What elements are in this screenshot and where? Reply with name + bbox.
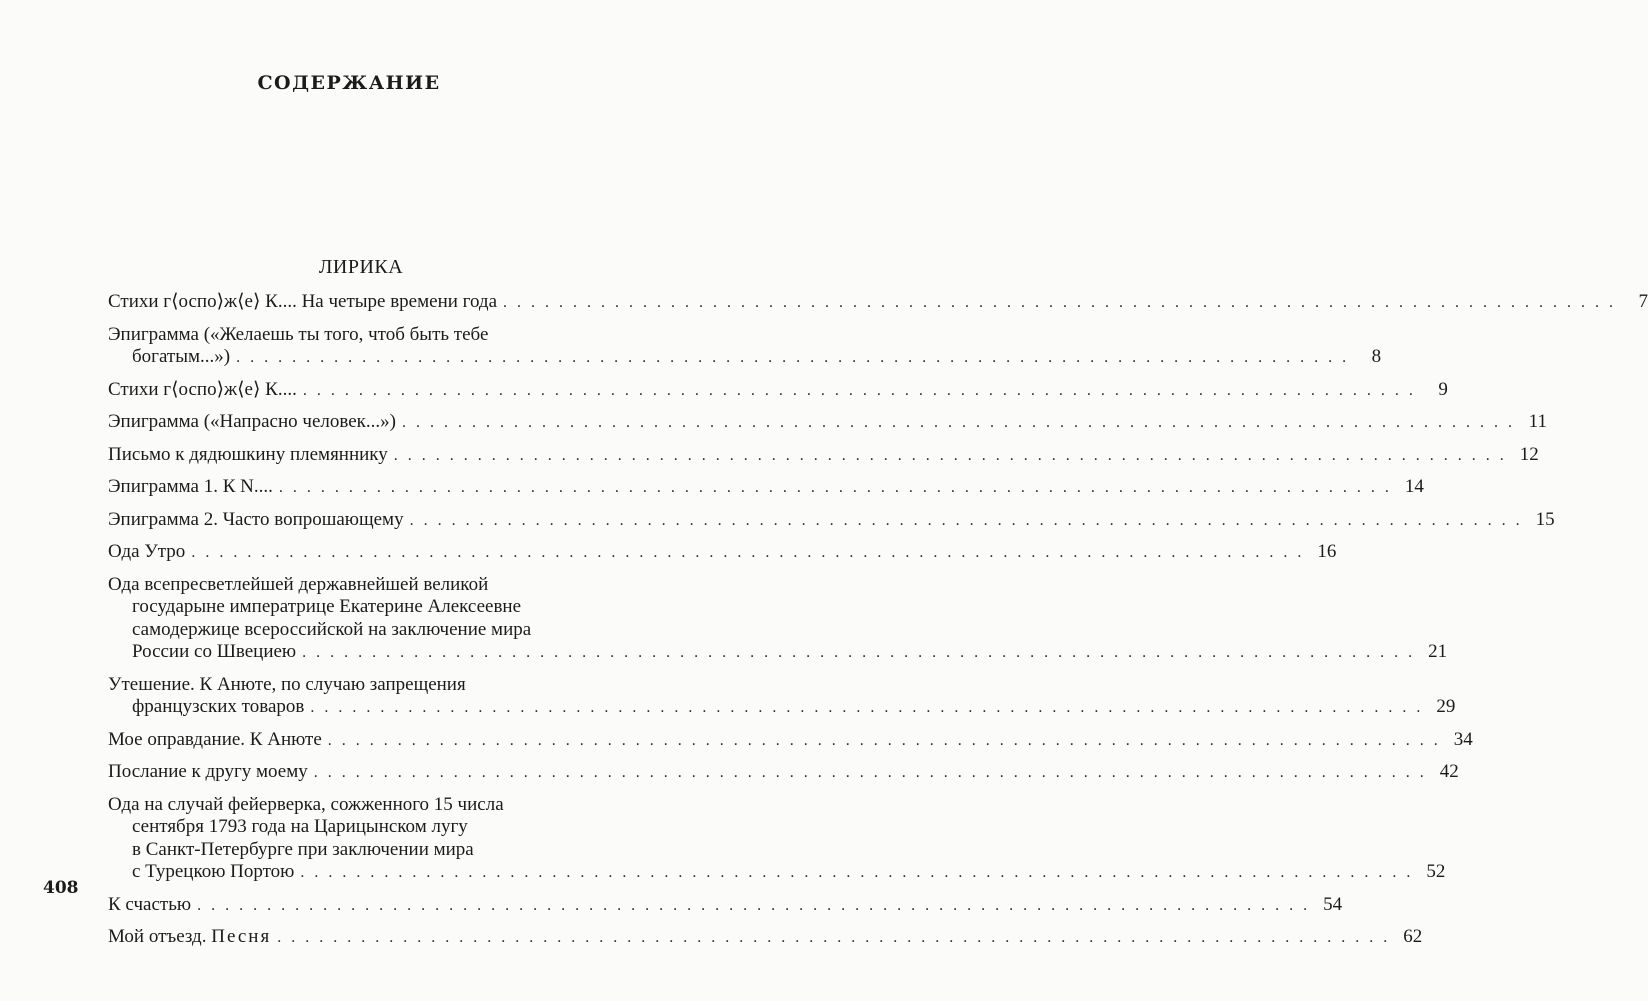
table-of-contents bbox=[108, 291, 1648, 959]
toc-entry-line bbox=[108, 861, 1446, 885]
dot-leader: . . . . . . . . . . . . . . . . . . . . . . . . . . . . . . . . . . . . . . . . . . . . . . . . . . . . . . . . . . . . . . . . . . . . . . . . . . . . . . . . bbox=[277, 929, 1391, 946]
toc-entry-line bbox=[108, 794, 613, 817]
toc-page-number: 52 bbox=[1426, 861, 1446, 882]
toc-entry-line bbox=[108, 926, 1423, 950]
dot-leader: . . . . . . . . . . . . . . . . . . . . . . . . . . . . . . . . . . . . . . . . . . . . . . . . . . . . . . . . . . . . . . . . . . . . . . . . . . . . . . . . bbox=[401, 414, 1515, 431]
toc-entry-title: Ода на случай фейерверка, сожженного 15 числа bbox=[108, 793, 504, 815]
dot-leader: . . . . . . . . . . . . . . . . . . . . . . . . . . . . . . . . . . . . . . . . . . . . . . . . . . . . . . . . . . . . . . . . . . . . . . . . . . . . . . . . bbox=[302, 381, 1416, 399]
toc-entry-line bbox=[108, 291, 1648, 315]
dot-leader: . . . . . . . . . . . . . . . . . . . . . . . . . . . . . . . . . . . . . . . . . . . . . . . . . . . . . . . . . . . . . . . . . . . . . . . . . . . . . . . . bbox=[409, 511, 1523, 529]
toc-entry-line bbox=[108, 596, 613, 619]
toc-entry-title: Эпиграмма 2. Часто вопрошающему bbox=[108, 508, 404, 530]
toc-entry-line bbox=[108, 508, 1555, 533]
toc-entry-title: Мое оправдание. К Анюте bbox=[108, 728, 322, 750]
dot-leader: . . . . . . . . . . . . . . . . . . . . . . . . . . . . . . . . . . . . . . . . . . . . . . . . . . . . . . . . . . . . . . . . . . . . . . . . . . . . . . . . bbox=[278, 479, 1392, 496]
toc-entry-line bbox=[108, 641, 1448, 665]
toc-entry-line bbox=[108, 411, 1547, 435]
toc-entry-title: с Турецкою Портою bbox=[132, 861, 295, 882]
dot-leader: . . . . . . . . . . . . . . . . . . . . . . . . . . . . . . . . . . . . . . . . . . . . . . . . . . . . . . . . . . . . . . . . . . . . . . . . . . . . . . . . bbox=[300, 864, 1414, 881]
toc-entry-line bbox=[108, 619, 613, 642]
dot-leader: . . . . . . . . . . . . . . . . . . . . . . . . . . . . . . . . . . . . . . . . . . . . . . . . . . . . . . . . . . . . . . . . . . . . . . . . . . . . . . . . bbox=[327, 731, 1441, 749]
toc-entry-title: сентября 1793 года на Царицынском лугу bbox=[132, 816, 468, 837]
toc-entry bbox=[108, 411, 1547, 435]
toc-entry-title: Утешение. К Анюте, по случаю запрещения bbox=[108, 673, 466, 695]
toc-entry-title: самодержице всероссийской на заключение мира bbox=[132, 618, 532, 640]
toc-page-number: 16 bbox=[1317, 541, 1337, 562]
toc-entry-line bbox=[108, 839, 613, 862]
toc-entry bbox=[108, 443, 1539, 468]
toc-entry bbox=[108, 728, 1473, 753]
toc-page-number: 7 bbox=[1638, 291, 1648, 312]
toc-entry-line bbox=[108, 378, 1448, 403]
toc-entry bbox=[108, 323, 1382, 370]
toc-entry-title: Стихи г⟨оспо⟩ж⟨е⟩ К.... bbox=[108, 378, 297, 400]
toc-entry-title: Письмо к дядюшкину племяннику bbox=[108, 443, 388, 465]
toc-page-number: 14 bbox=[1404, 476, 1424, 497]
toc-page-number: 34 bbox=[1453, 728, 1473, 750]
toc-entry-line bbox=[108, 761, 1459, 785]
toc-entry-title: Послание к другу моему bbox=[108, 761, 308, 782]
toc-entry bbox=[108, 893, 1343, 918]
toc-entry-line bbox=[108, 728, 1473, 753]
toc-entry bbox=[108, 673, 1456, 720]
toc-entry-line bbox=[108, 541, 1337, 565]
toc-page-number: 21 bbox=[1428, 641, 1448, 662]
toc-page-number: 62 bbox=[1403, 926, 1423, 947]
toc-entry-title: Ода Утро bbox=[108, 541, 186, 562]
section-heading: ЛИРИКА bbox=[318, 256, 404, 278]
toc-entry-title: Ода всепресветлейшей державнейшей великой bbox=[108, 573, 489, 595]
toc-entry-title: России со Швециею bbox=[132, 641, 297, 662]
toc-page-number: 29 bbox=[1436, 696, 1456, 717]
toc-entry-line bbox=[108, 443, 1539, 468]
toc-page-number: 9 bbox=[1438, 378, 1448, 400]
dot-leader: . . . . . . . . . . . . . . . . . . . . . . . . . . . . . . . . . . . . . . . . . . . . . . . . . . . . . . . . . . . . . . . . . . . . . . . . . . . . . . . . bbox=[302, 644, 1416, 661]
toc-entry-title: К счастью bbox=[108, 893, 192, 915]
dot-leader: . . . . . . . . . . . . . . . . . . . . . . . . . . . . . . . . . . . . . . . . . . . . . . . . . . . . . . . . . . . . . . . . . . . . . . . . . . . . . . . . bbox=[313, 764, 1427, 781]
toc-entry bbox=[108, 508, 1555, 533]
toc-page-number: 54 bbox=[1323, 893, 1343, 915]
dot-leader: . . . . . . . . . . . . . . . . . . . . . . . . . . . . . . . . . . . . . . . . . . . . . . . . . . . . . . . . . . . . . . . . . . . . . . . . . . . . . . . . bbox=[503, 294, 1617, 311]
dot-leader: . . . . . . . . . . . . . . . . . . . . . . . . . . . . . . . . . . . . . . . . . . . . . . . . . . . . . . . . . . . . . . . . . . . . . . . . . . . . . . . . bbox=[236, 349, 1350, 366]
toc-page-number: 12 bbox=[1519, 443, 1539, 465]
toc-entry bbox=[108, 573, 1448, 665]
toc-entry-line bbox=[108, 346, 1382, 370]
toc-entry-title: Эпиграмма («Напрасно человек...») bbox=[108, 411, 396, 432]
toc-entry bbox=[108, 476, 1424, 500]
toc-entry-line bbox=[108, 476, 1424, 500]
toc-entry-title: богатым...») bbox=[132, 346, 231, 367]
dot-leader: . . . . . . . . . . . . . . . . . . . . . . . . . . . . . . . . . . . . . . . . . . . . . . . . . . . . . . . . . . . . . . . . . . . . . . . . . . . . . . . . bbox=[393, 446, 1507, 464]
toc-entry bbox=[108, 793, 1446, 885]
dot-leader: . . . . . . . . . . . . . . . . . . . . . . . . . . . . . . . . . . . . . . . . . . . . . . . . . . . . . . . . . . . . . . . . . . . . . . . . . . . . . . . . bbox=[191, 544, 1305, 561]
toc-page-number: 42 bbox=[1439, 761, 1459, 782]
toc-entry bbox=[108, 761, 1459, 785]
toc-entry bbox=[108, 378, 1448, 403]
toc-entry-title: Эпиграмма 1. К N.... bbox=[108, 476, 273, 497]
toc-entry-line bbox=[108, 893, 1343, 918]
dot-leader: . . . . . . . . . . . . . . . . . . . . . . . . . . . . . . . . . . . . . . . . . . . . . . . . . . . . . . . . . . . . . . . . . . . . . . . . . . . . . . . . bbox=[310, 699, 1424, 716]
toc-entry-line bbox=[108, 574, 613, 597]
toc-entry-line bbox=[108, 816, 613, 839]
toc-entry-title: Стихи г⟨оспо⟩ж⟨е⟩ К.... На четыре времени года bbox=[108, 291, 498, 312]
toc-entry bbox=[108, 926, 1423, 950]
toc-page-number: 8 bbox=[1371, 346, 1382, 367]
toc-entry-line bbox=[108, 324, 613, 347]
toc-entry-title: Мой отъезд. Песня bbox=[108, 926, 272, 947]
toc-entry-title: в Санкт-Петербурге при заключении мира bbox=[132, 838, 474, 860]
page-title: СОДЕРЖАНИЕ bbox=[257, 72, 441, 94]
toc-page-number: 15 bbox=[1535, 508, 1555, 530]
toc-entry-title: французских товаров bbox=[132, 696, 305, 717]
toc-page-number: 11 bbox=[1528, 411, 1547, 432]
dot-leader: . . . . . . . . . . . . . . . . . . . . . . . . . . . . . . . . . . . . . . . . . . . . . . . . . . . . . . . . . . . . . . . . . . . . . . . . . . . . . . . . bbox=[197, 896, 1311, 914]
toc-entry-title: Эпиграмма («Желаешь ты того, чтоб быть тебе bbox=[108, 323, 489, 345]
toc-entry-line bbox=[108, 696, 1456, 720]
toc-entry-title: государыне императрице Екатерине Алексеевне bbox=[132, 596, 522, 617]
toc-entry-line bbox=[108, 674, 613, 697]
toc-entry bbox=[108, 541, 1337, 565]
page-number: 408 bbox=[43, 878, 79, 898]
toc-entry bbox=[108, 291, 1648, 315]
